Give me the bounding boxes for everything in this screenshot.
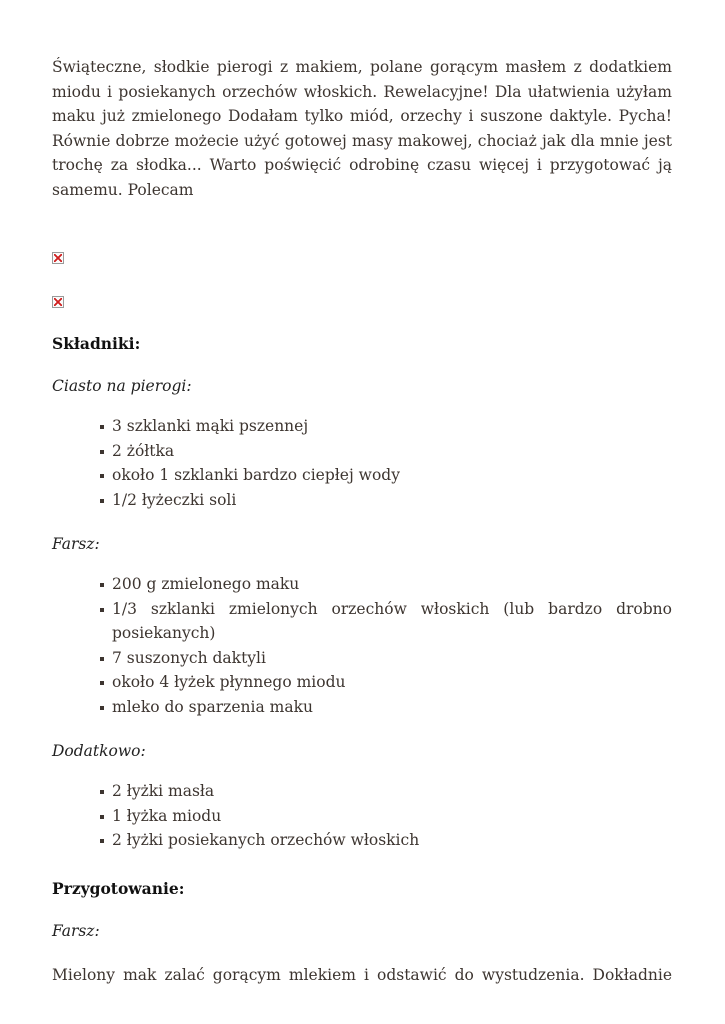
- list-item: 1 łyżka miodu: [100, 804, 672, 829]
- list-item: 3 szklanki mąki pszennej: [100, 414, 672, 439]
- dough-list: [52, 414, 672, 512]
- list-item: 200 g zmielonego maku: [100, 572, 672, 597]
- extras-heading: Dodatkowo:: [52, 742, 146, 760]
- list-item: 2 łyżki posiekanych orzechów włoskich: [100, 828, 672, 853]
- filling-heading: Farsz:: [52, 535, 100, 553]
- filling-list: [52, 572, 672, 719]
- broken-image-icon[interactable]: [52, 252, 64, 264]
- dough-heading: Ciasto na pierogi:: [52, 377, 192, 395]
- list-item: około 1 szklanki bardzo ciepłej wody: [100, 463, 672, 488]
- list-item: 7 suszonych daktyli: [100, 646, 672, 671]
- extras-list: [52, 779, 672, 853]
- preparation-paragraph: Mielony mak zalać gorącym mlekiem i odstawić do wystudzenia. Dokładnie: [52, 965, 672, 984]
- list-item: 2 łyżki masła: [100, 779, 672, 804]
- list-item: około 4 łyżek płynnego miodu: [100, 670, 672, 695]
- list-item: 1/3 szklanki zmielonych orzechów włoskich (lub bardzo drobno posiekanych): [100, 597, 672, 646]
- article-content: [52, 55, 672, 987]
- list-item: 1/2 łyżeczki soli: [100, 488, 672, 513]
- list-item: mleko do sparzenia maku: [100, 695, 672, 720]
- list-item: 2 żółtka: [100, 439, 672, 464]
- ingredients-heading: Składniki:: [52, 334, 141, 353]
- preparation-heading: Przygotowanie:: [52, 878, 185, 898]
- broken-image-icon[interactable]: [52, 296, 64, 308]
- preparation-filling-heading: Farsz:: [52, 921, 100, 940]
- intro-paragraph: Świąteczne, słodkie pierogi z makiem, polane gorącym masłem z dodatkiem miodu i posiekanych orzechów włoskich. Rewelacyjne! Dla ułatwienia użyłam maku już zmielonego Dodałam tylko miód, orzechy i suszone daktyle. Pycha! Równie dobrze możecie użyć gotowej masy makowej, chociaż jak dla mnie jest trochę za słodka... Warto poświęcić odrobinę czasu więcej i przygotować ją samemu. Polecam: [52, 58, 672, 199]
